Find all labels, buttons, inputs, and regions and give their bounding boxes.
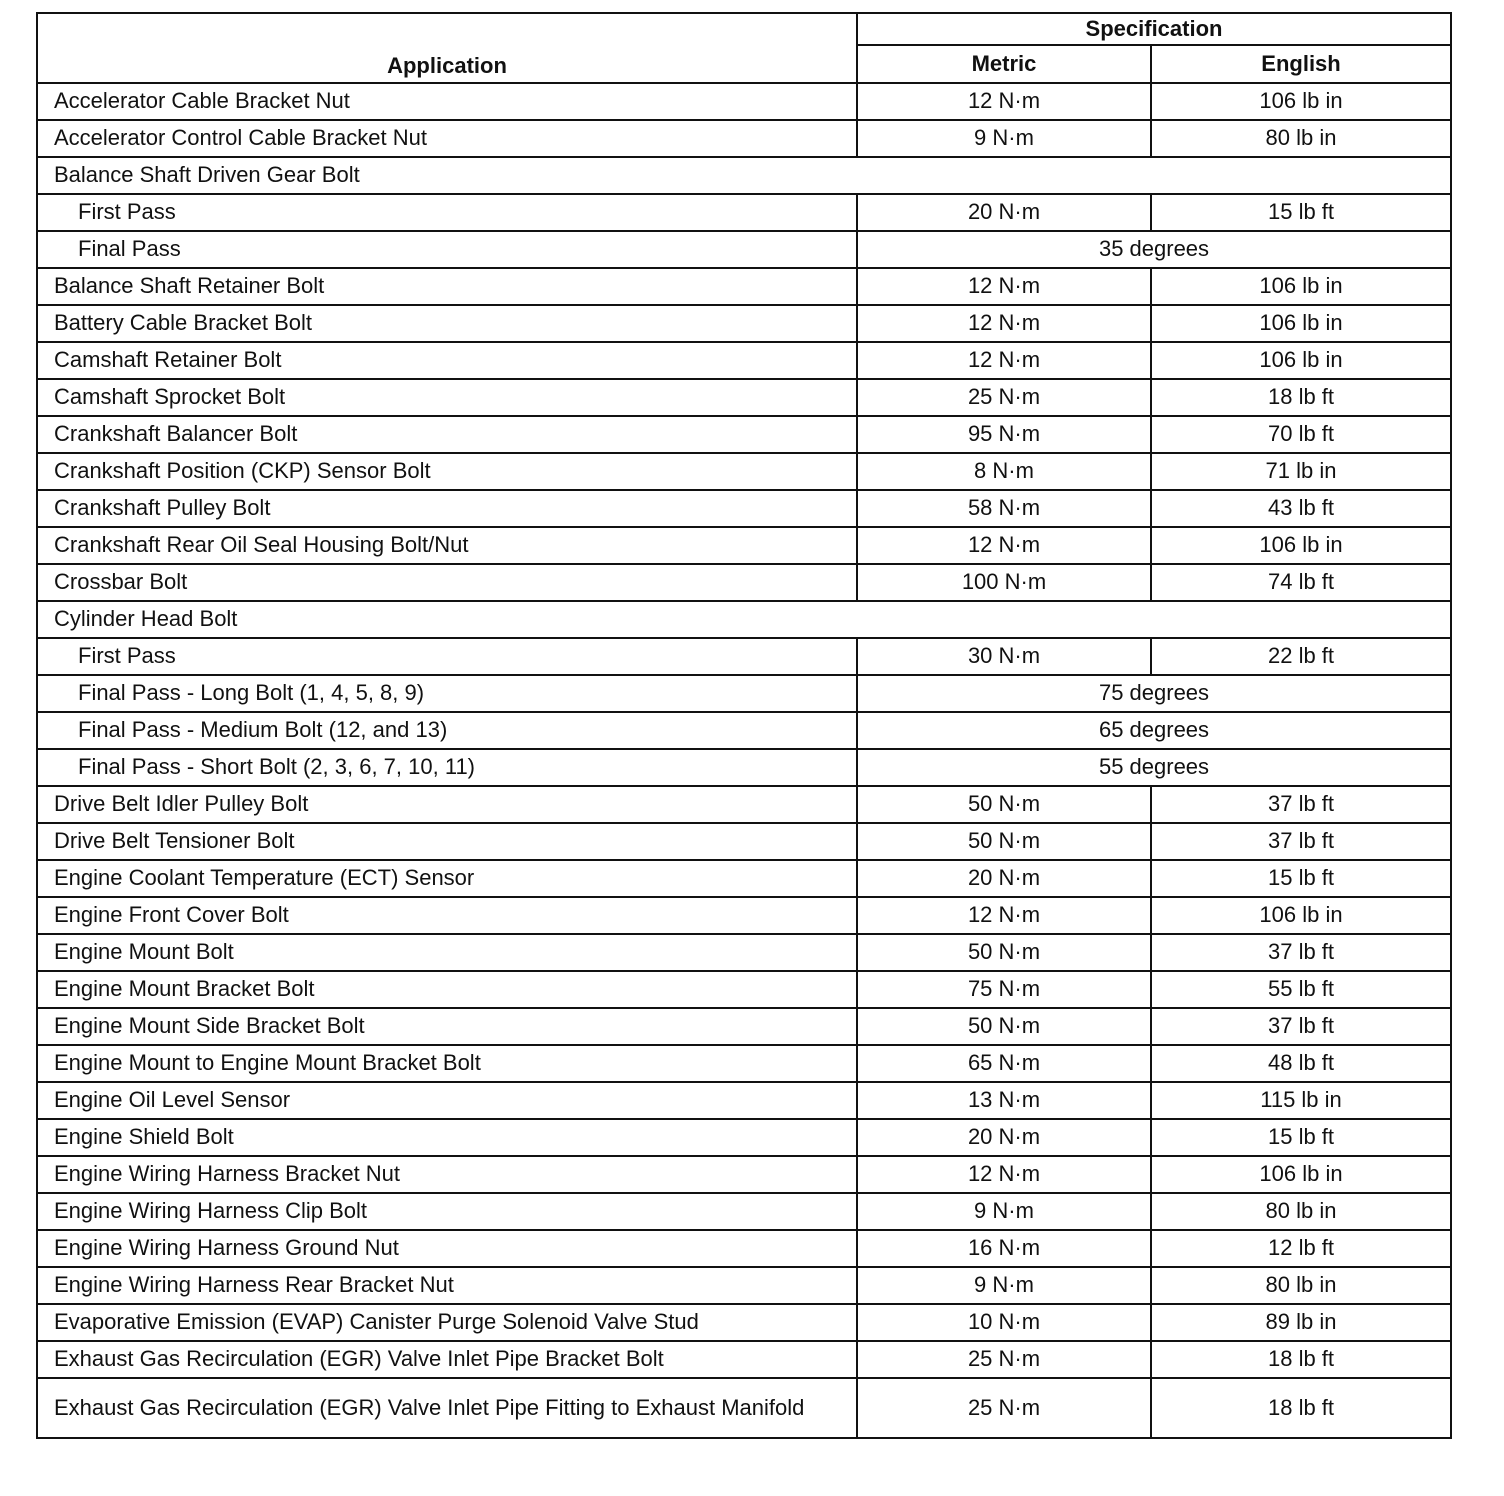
table-row [37,120,1451,157]
application-cell: Crossbar Bolt [37,564,857,601]
table-row [37,1082,1451,1119]
table-row [37,601,1451,638]
application-cell: Engine Wiring Harness Clip Bolt [37,1193,857,1230]
metric-cell: 13 N·m [857,1082,1151,1119]
metric-cell: 12 N·m [857,527,1151,564]
metric-cell: 12 N·m [857,342,1151,379]
table-row [37,305,1451,342]
english-cell: 22 lb ft [1151,638,1451,675]
metric-cell: 10 N·m [857,1304,1151,1341]
table-row [37,1008,1451,1045]
metric-cell: 30 N·m [857,638,1151,675]
table-row [37,1378,1451,1438]
metric-cell: 12 N·m [857,268,1151,305]
table-row [37,860,1451,897]
metric-cell: 50 N·m [857,823,1151,860]
metric-cell: 12 N·m [857,897,1151,934]
table-row [37,749,1451,786]
application-cell: Final Pass - Short Bolt (2, 3, 6, 7, 10, 11) [37,749,857,786]
table-row [37,416,1451,453]
metric-cell: 50 N·m [857,1008,1151,1045]
table-row [37,1156,1451,1193]
table-body [37,83,1451,1438]
table-row [37,1045,1451,1082]
english-cell: 80 lb in [1151,1193,1451,1230]
english-cell: 71 lb in [1151,453,1451,490]
table-row [37,675,1451,712]
application-cell: Engine Wiring Harness Ground Nut [37,1230,857,1267]
application-cell: Battery Cable Bracket Bolt [37,305,857,342]
metric-cell: 50 N·m [857,934,1151,971]
metric-cell: 20 N·m [857,860,1151,897]
group-heading-cell: Balance Shaft Driven Gear Bolt [37,157,1451,194]
english-cell: 80 lb in [1151,120,1451,157]
torque-specification-table [36,12,1452,1439]
english-cell: 15 lb ft [1151,860,1451,897]
english-cell: 89 lb in [1151,1304,1451,1341]
english-cell: 37 lb ft [1151,1008,1451,1045]
metric-cell: 9 N·m [857,120,1151,157]
english-cell: 18 lb ft [1151,1341,1451,1378]
application-cell: Accelerator Cable Bracket Nut [37,83,857,120]
application-cell: Engine Oil Level Sensor [37,1082,857,1119]
english-cell: 106 lb in [1151,1156,1451,1193]
english-cell: 37 lb ft [1151,934,1451,971]
metric-cell: 50 N·m [857,786,1151,823]
angle-spec-cell: 65 degrees [857,712,1451,749]
english-cell: 48 lb ft [1151,1045,1451,1082]
application-cell: Engine Front Cover Bolt [37,897,857,934]
angle-spec-cell: 75 degrees [857,675,1451,712]
metric-cell: 16 N·m [857,1230,1151,1267]
table-row [37,1304,1451,1341]
metric-cell: 20 N·m [857,1119,1151,1156]
table-row [37,342,1451,379]
metric-cell: 25 N·m [857,1378,1151,1438]
english-cell: 12 lb ft [1151,1230,1451,1267]
english-cell: 15 lb ft [1151,1119,1451,1156]
table-row [37,638,1451,675]
english-cell: 37 lb ft [1151,823,1451,860]
table-row [37,1230,1451,1267]
metric-cell: 25 N·m [857,1341,1151,1378]
table-row [37,157,1451,194]
table-row [37,490,1451,527]
metric-cell: 25 N·m [857,379,1151,416]
english-cell: 106 lb in [1151,897,1451,934]
table-row [37,897,1451,934]
english-cell: 15 lb ft [1151,194,1451,231]
metric-cell: 65 N·m [857,1045,1151,1082]
english-cell: 37 lb ft [1151,786,1451,823]
metric-cell: 9 N·m [857,1193,1151,1230]
english-cell: 43 lb ft [1151,490,1451,527]
english-cell: 80 lb in [1151,1267,1451,1304]
table-row [37,712,1451,749]
application-cell: Engine Mount to Engine Mount Bracket Bolt [37,1045,857,1082]
metric-cell: 95 N·m [857,416,1151,453]
application-cell: Crankshaft Balancer Bolt [37,416,857,453]
metric-header: Metric [857,45,1151,83]
metric-cell: 12 N·m [857,1156,1151,1193]
application-cell: Engine Wiring Harness Bracket Nut [37,1156,857,1193]
application-cell: Engine Coolant Temperature (ECT) Sensor [37,860,857,897]
group-heading-cell: Cylinder Head Bolt [37,601,1451,638]
table-row [37,564,1451,601]
table-row [37,786,1451,823]
application-cell: First Pass [37,638,857,675]
application-cell: Camshaft Sprocket Bolt [37,379,857,416]
table-row [37,379,1451,416]
metric-cell: 8 N·m [857,453,1151,490]
metric-cell: 12 N·m [857,83,1151,120]
metric-cell: 100 N·m [857,564,1151,601]
table-row [37,268,1451,305]
specification-header: Specification [857,13,1451,45]
english-cell: 55 lb ft [1151,971,1451,1008]
application-cell: Engine Mount Bolt [37,934,857,971]
application-header: Application [37,13,857,83]
application-cell: Crankshaft Position (CKP) Sensor Bolt [37,453,857,490]
table-row [37,1119,1451,1156]
application-cell: Final Pass - Medium Bolt (12, and 13) [37,712,857,749]
application-cell: Exhaust Gas Recirculation (EGR) Valve Inlet Pipe Fitting to Exhaust Manifold [37,1378,857,1438]
metric-cell: 9 N·m [857,1267,1151,1304]
english-header: English [1151,45,1451,83]
application-cell: Balance Shaft Retainer Bolt [37,268,857,305]
angle-spec-cell: 55 degrees [857,749,1451,786]
table-row [37,1341,1451,1378]
table-row [37,453,1451,490]
metric-cell: 20 N·m [857,194,1151,231]
table-row [37,231,1451,268]
table-row [37,83,1451,120]
application-cell: Drive Belt Tensioner Bolt [37,823,857,860]
english-cell: 18 lb ft [1151,379,1451,416]
application-cell: Evaporative Emission (EVAP) Canister Purge Solenoid Valve Stud [37,1304,857,1341]
application-cell: Exhaust Gas Recirculation (EGR) Valve Inlet Pipe Bracket Bolt [37,1341,857,1378]
application-cell: Final Pass [37,231,857,268]
angle-spec-cell: 35 degrees [857,231,1451,268]
application-cell: Engine Mount Bracket Bolt [37,971,857,1008]
application-cell: First Pass [37,194,857,231]
table-row [37,527,1451,564]
table-row [37,934,1451,971]
metric-cell: 58 N·m [857,490,1151,527]
table-row [37,1267,1451,1304]
english-cell: 74 lb ft [1151,564,1451,601]
english-cell: 18 lb ft [1151,1378,1451,1438]
metric-cell: 12 N·m [857,305,1151,342]
application-cell: Engine Wiring Harness Rear Bracket Nut [37,1267,857,1304]
table-row [37,971,1451,1008]
english-cell: 106 lb in [1151,342,1451,379]
application-cell: Crankshaft Rear Oil Seal Housing Bolt/Nut [37,527,857,564]
english-cell: 106 lb in [1151,268,1451,305]
table-row [37,1193,1451,1230]
application-cell: Camshaft Retainer Bolt [37,342,857,379]
metric-cell: 75 N·m [857,971,1151,1008]
table-row [37,194,1451,231]
application-cell: Engine Shield Bolt [37,1119,857,1156]
english-cell: 106 lb in [1151,305,1451,342]
application-cell: Engine Mount Side Bracket Bolt [37,1008,857,1045]
english-cell: 70 lb ft [1151,416,1451,453]
application-cell: Drive Belt Idler Pulley Bolt [37,786,857,823]
application-cell: Crankshaft Pulley Bolt [37,490,857,527]
application-cell: Final Pass - Long Bolt (1, 4, 5, 8, 9) [37,675,857,712]
english-cell: 115 lb in [1151,1082,1451,1119]
english-cell: 106 lb in [1151,83,1451,120]
english-cell: 106 lb in [1151,527,1451,564]
application-cell: Accelerator Control Cable Bracket Nut [37,120,857,157]
table-row [37,823,1451,860]
